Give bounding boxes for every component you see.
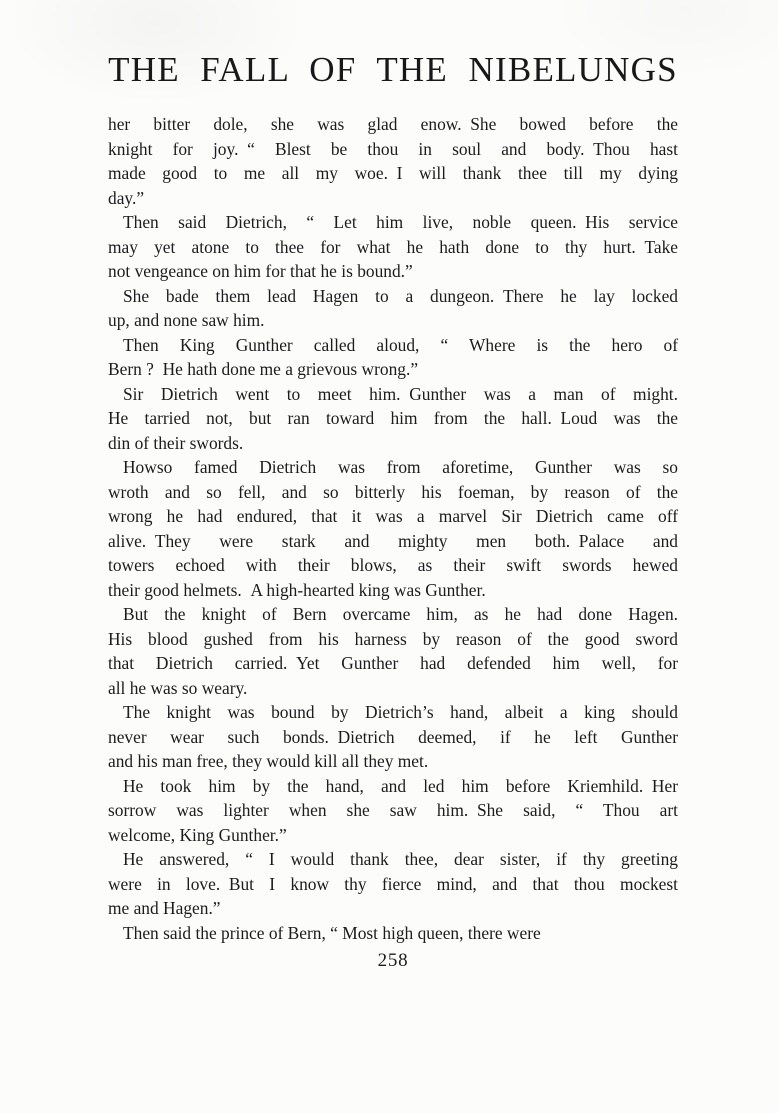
text-line: He tarried not, but ran toward him from the hall. Loud was the — [108, 408, 678, 428]
text-line: and his man free, they would kill all they met. — [108, 751, 429, 771]
text-line: Then said Dietrich, “ Let him live, noble queen. His service — [123, 212, 678, 232]
paragraph — [108, 455, 678, 602]
text-column — [108, 0, 678, 974]
paragraph — [108, 847, 678, 921]
text-line: me and Hagen.” — [108, 898, 221, 918]
paragraph — [108, 112, 678, 210]
text-line: sorrow was lighter when she saw him. She said, “ Thou art — [108, 800, 678, 820]
text-line: that Dietrich carried. Yet Gunther had defended him well, for — [108, 653, 678, 673]
paragraph — [108, 382, 678, 456]
text-line: all he was so weary. — [108, 677, 248, 698]
text-line: were in love. But I know thy fierce mind, and that thou mockest — [108, 873, 678, 894]
text-line: welcome, King Gunther.” — [108, 824, 287, 845]
text-line: wroth and so fell, and so bitterly his foeman, by reason of the — [108, 481, 678, 502]
text-line: The knight was bound by Dietrich’s hand, albeit a king should — [123, 702, 678, 722]
page-number: 258 — [377, 950, 409, 971]
text-line: Then said the prince of Bern, “ Most high queen, there were — [123, 922, 541, 943]
page-body — [108, 112, 678, 945]
text-line: His blood gushed from his harness by reason of the good sword — [108, 628, 678, 649]
text-line: not vengeance on him for that he is bound.” — [108, 261, 413, 281]
text-line: He took him by the hand, and led him before Kriemhild. Her — [123, 775, 678, 796]
text-line: Howso famed Dietrich was from aforetime, Gunther was so — [123, 457, 678, 477]
text-line: Bern ? He hath done me a grievous wrong.” — [108, 359, 419, 379]
paragraph — [108, 774, 678, 848]
text-line: He answered, “ I would thank thee, dear sister, if thy greeting — [123, 849, 678, 869]
text-line: knight for joy. “ Blest be thou in soul and body. Thou hast — [108, 138, 678, 159]
text-line: up, and none saw him. — [108, 310, 265, 330]
text-line: But the knight of Bern overcame him, as he had done Hagen. — [123, 604, 678, 624]
paragraph — [108, 921, 678, 946]
text-line: may yet atone to thee for what he hath done to thy hurt. Take — [108, 236, 678, 257]
text-line: day.” — [108, 187, 145, 208]
text-line: her bitter dole, she was glad enow. She bowed before the — [108, 114, 678, 134]
text-line: never wear such bonds. Dietrich deemed, if he left Gunther — [108, 726, 678, 747]
paragraph — [108, 210, 678, 284]
text-line: made good to me all my woe. I will thank thee till my dying — [108, 163, 678, 183]
paragraph — [108, 333, 678, 382]
text-line: din of their swords. — [108, 432, 244, 453]
text-line: wrong he had endured, that it was a marvel Sir Dietrich came off — [108, 506, 678, 526]
paragraph — [108, 700, 678, 774]
paragraph — [108, 284, 678, 333]
text-line: their good helmets. A high-hearted king was Gunther. — [108, 579, 486, 600]
text-line: Then King Gunther called aloud, “ Where is the hero of — [123, 334, 678, 355]
text-line: She bade them lead Hagen to a dungeon. There he lay locked — [123, 285, 678, 306]
paragraph — [108, 602, 678, 700]
text-line: towers echoed with their blows, as their swift swords hewed — [108, 555, 678, 575]
text-line: Sir Dietrich went to meet him. Gunther was a man of might. — [123, 383, 678, 404]
text-line: alive. They were stark and mighty men both. Palace and — [108, 530, 678, 551]
page-title: THE FALL OF THE NIBELUNGS — [108, 50, 678, 89]
